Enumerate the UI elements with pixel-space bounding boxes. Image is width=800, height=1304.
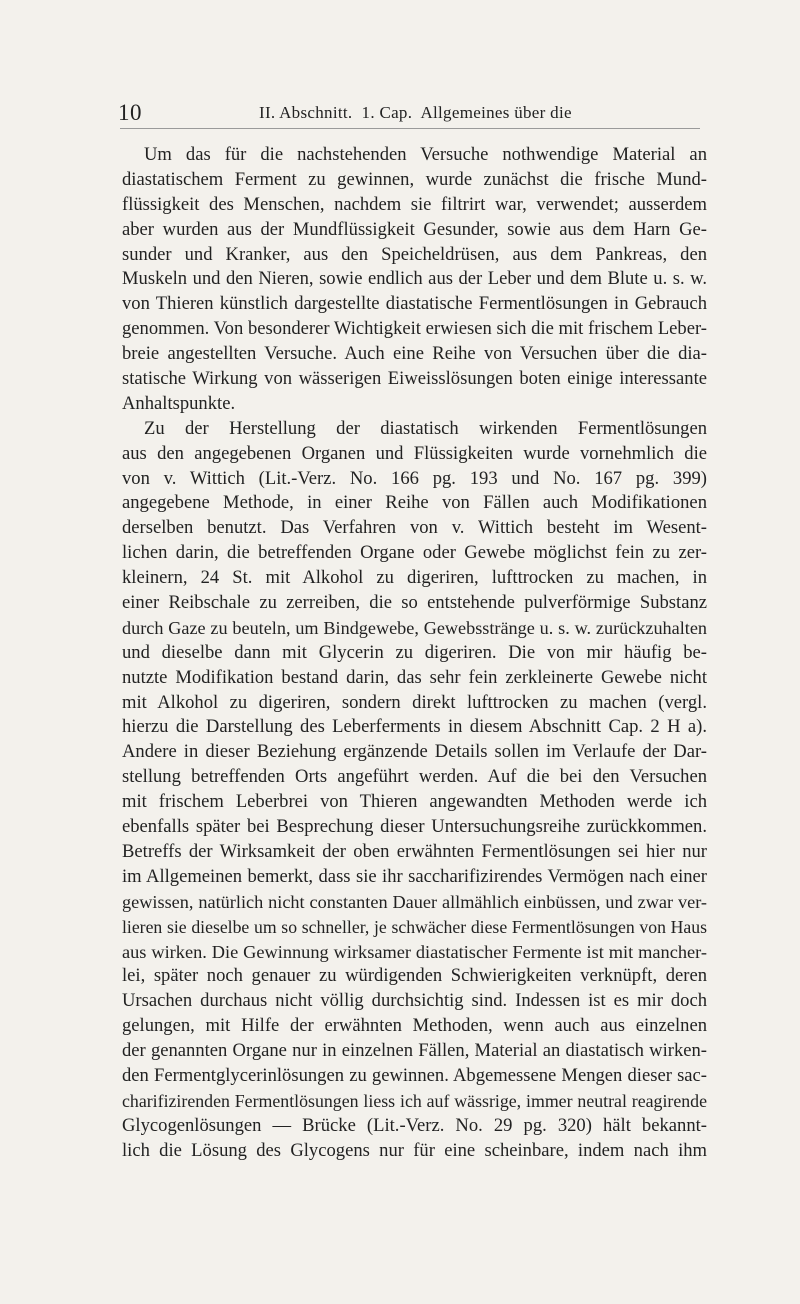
text-line: derselben benutzt. Das Verfahren von v. Wittich besteht im Wesent- [122,517,707,539]
running-header [118,98,698,132]
text-line: nutzte Modifikation bestand darin, das sehr fein zerkleinerte Gewebe nicht [122,666,707,688]
text-line: breie angestellten Versuche. Auch eine Reihe von Versuchen über die dia- [122,343,707,365]
text-line: Zu der Herstellung der diastatisch wirkenden Fermentlösungen [144,417,707,439]
text-line: charifizirenden Fermentlösungen liess ich auf wässrige, immer neutral reagirende [122,1090,707,1111]
text-line: Betreffs der Wirksamkeit der oben erwähnten Fermentlösungen sei hier nur [122,840,707,862]
text-line: flüssigkeit des Menschen, nachdem sie filtrirt war, verwendet; ausserdem [122,193,707,215]
text-line: lei, später noch genauer zu würdigenden Schwierigkeiten verknüpft, deren [122,965,707,987]
text-line: mit Alkohol zu digeriren, sondern direkt lufttrocken zu machen (vergl. [122,691,707,713]
running-title: II. Abschnitt. 1. Cap. Allgemeines über die [259,103,572,122]
text-line: statische Wirkung von wässerigen Eiweisslösungen boten einige interessante [122,368,707,390]
text-line: von v. Wittich (Lit.-Verz. No. 166 pg. 193 und No. 167 pg. 399) [122,467,707,489]
text-line: diastatischem Ferment zu gewinnen, wurde zunächst die frische Mund- [122,168,707,190]
text-line: Muskeln und den Nieren, sowie endlich aus der Leber und dem Blute u. s. w. [122,268,707,290]
text-line: der genannten Organe nur in einzelnen Fällen, Material an diastatisch wirken- [122,1040,707,1062]
text-line: Um das für die nachstehenden Versuche nothwendige Material an [144,144,707,165]
text-line: im Allgemeinen bemerkt, dass sie ihr saccharifizirendes Vermögen nach einer [122,865,707,887]
text-line: von Thieren künstlich dargestellte diastatische Fermentlösungen in Gebrauch [122,293,707,315]
header-rule [120,128,700,129]
text-line: sunder und Kranker, aus den Speicheldrüsen, aus dem Pankreas, den [122,243,707,265]
text-line: durch Gaze zu beuteln, um Bindgewebe, Gewebsstränge u. s. w. zurückzuhalten [122,617,707,638]
text-line: lich die Lösung des Glycogens nur für eine scheinbare, indem nach ihm [122,1139,707,1161]
text-line: aus wirken. Die Gewinnung wirksamer diastatischer Fermente ist mit mancher- [122,941,707,962]
text-line: Ursachen durchaus nicht völlig durchsichtig sind. Indessen ist es mir doch [122,990,707,1012]
text-line: Andere in dieser Beziehung ergänzende Details sollen im Verlaufe der Dar- [122,741,707,763]
text-line: Anhaltspunkte. [122,392,236,414]
text-line: gewissen, natürlich nicht constanten Dauer allmählich einbüssen, und zwar ver- [122,891,707,912]
text-line: einer Reibschale zu zerreiben, die so entstehende pulverförmige Substanz [122,592,707,614]
text-line: stellung betreffenden Orts angeführt werden. Auf die bei den Versuchen [122,766,707,788]
text-line: den Fermentglycerinlösungen zu gewinnen. Abgemessene Mengen dieser sac- [122,1064,707,1086]
text-line: Glycogenlösungen — Brücke (Lit.-Verz. No. 29 pg. 320) hält bekannt- [122,1114,707,1136]
text-line: lieren sie dieselbe um so schneller, je schwächer diese Fermentlösungen von Haus [122,916,707,937]
text-line: hierzu die Darstellung des Leberferments in diesem Abschnitt Cap. 2 H a). [122,716,707,738]
text-line: angegebene Methode, in einer Reihe von Fällen auch Modifikationen [122,492,707,514]
text-line: lichen darin, die betreffenden Organe oder Gewebe möglichst fein zu zer- [122,542,707,564]
page-number: 10 [118,100,142,125]
text-line: mit frischem Leberbrei von Thieren angewandten Methoden werde ich [122,791,707,813]
text-line: ebenfalls später bei Besprechung dieser Untersuchungsreihe zurückkommen. [122,816,707,838]
text-line: aus den angegebenen Organen und Flüssigkeiten wurde vornehmlich die [122,442,707,464]
text-line: genommen. Von besonderer Wichtigkeit erwiesen sich die mit frischem Leber- [122,318,707,340]
text-line: und dieselbe dann mit Glycerin zu digeriren. Die von mir häufig be- [122,641,707,663]
body-text [122,143,707,1164]
text-line: gelungen, mit Hilfe der erwähnten Methoden, wenn auch aus einzelnen [122,1015,707,1037]
text-line: kleinern, 24 St. mit Alkohol zu digeriren, lufttrocken zu machen, in [122,567,707,589]
text-line: aber wurden aus der Mundflüssigkeit Gesunder, sowie aus dem Harn Ge- [122,218,707,240]
